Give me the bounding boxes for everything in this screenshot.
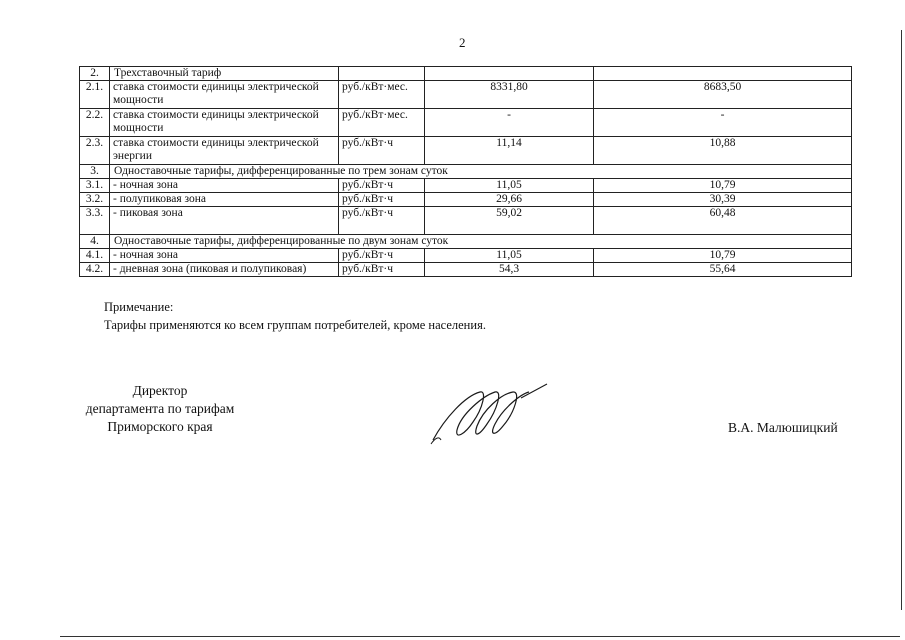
value-cell: 55,64 (594, 263, 852, 277)
scan-edge-bottom (60, 636, 900, 637)
value-cell: 11,14 (425, 137, 594, 165)
table-row (80, 249, 852, 263)
table-row (80, 109, 852, 137)
unit-cell: руб./кВт·мес. (339, 81, 425, 109)
table-row (80, 165, 852, 179)
table-row (80, 137, 852, 165)
value-cell: 30,39 (594, 193, 852, 207)
item-name: - ночная зона (110, 249, 339, 263)
table-row (80, 193, 852, 207)
value-cell: - (594, 109, 852, 137)
row-number: 2.1. (80, 81, 110, 109)
signatory-title (60, 382, 260, 436)
signatory-line-1: Директор (132, 383, 188, 398)
item-name: - пиковая зона (110, 207, 339, 235)
table-row (80, 263, 852, 277)
value-cell: 10,79 (594, 249, 852, 263)
row-number: 2. (80, 67, 110, 81)
signatory-line-3: Приморского края (107, 419, 213, 434)
tariff-table (79, 66, 852, 277)
row-number: 3. (80, 165, 110, 179)
unit-cell: руб./кВт·мес. (339, 109, 425, 137)
unit-cell: руб./кВт·ч (339, 207, 425, 235)
section-title: Одноставочные тарифы, дифференцированные по двум зонам суток (110, 235, 852, 249)
value-cell: 10,79 (594, 179, 852, 193)
value-cell: 54,3 (425, 263, 594, 277)
item-name: ставка стоимости единицы электрической мощности (110, 109, 339, 137)
table-row (80, 207, 852, 235)
value-cell: 8331,80 (425, 81, 594, 109)
item-name: ставка стоимости единицы электрической энергии (110, 137, 339, 165)
value-cell (594, 67, 852, 81)
unit-cell: руб./кВт·ч (339, 263, 425, 277)
row-number: 4.2. (80, 263, 110, 277)
note-title: Примечание: (104, 300, 174, 314)
table-row (80, 67, 852, 81)
item-name: - дневная зона (пиковая и полупиковая) (110, 263, 339, 277)
unit-cell (339, 67, 425, 81)
signatory-line-2: департамента по тарифам (85, 401, 235, 416)
page-number: 2 (459, 35, 466, 50)
value-cell: 29,66 (425, 193, 594, 207)
section-title: Трехставочный тариф (110, 67, 339, 81)
value-cell (425, 67, 594, 81)
row-number: 3.1. (80, 179, 110, 193)
item-name: ставка стоимости единицы электрической мощности (110, 81, 339, 109)
section-title: Одноставочные тарифы, дифференцированные по трем зонам суток (110, 165, 852, 179)
item-name: - полупиковая зона (110, 193, 339, 207)
scan-edge-right (901, 30, 902, 610)
handwritten-signature (425, 378, 555, 448)
value-cell: 11,05 (425, 179, 594, 193)
unit-cell: руб./кВт·ч (339, 249, 425, 263)
row-number: 4.1. (80, 249, 110, 263)
row-number: 3.2. (80, 193, 110, 207)
value-cell: 10,88 (594, 137, 852, 165)
unit-cell: руб./кВт·ч (339, 193, 425, 207)
row-number: 2.2. (80, 109, 110, 137)
value-cell: 59,02 (425, 207, 594, 235)
row-number: 2.3. (80, 137, 110, 165)
unit-cell: руб./кВт·ч (339, 179, 425, 193)
row-number: 4. (80, 235, 110, 249)
table-row (80, 81, 852, 109)
signer-name: В.А. Малюшицкий (728, 420, 838, 435)
value-cell: 60,48 (594, 207, 852, 235)
value-cell: 11,05 (425, 249, 594, 263)
note-text: Тарифы применяются ко всем группам потребителей, кроме населения. (104, 318, 486, 332)
value-cell: 8683,50 (594, 81, 852, 109)
value-cell: - (425, 109, 594, 137)
table-row (80, 179, 852, 193)
unit-cell: руб./кВт·ч (339, 137, 425, 165)
item-name: - ночная зона (110, 179, 339, 193)
table-row (80, 235, 852, 249)
row-number: 3.3. (80, 207, 110, 235)
